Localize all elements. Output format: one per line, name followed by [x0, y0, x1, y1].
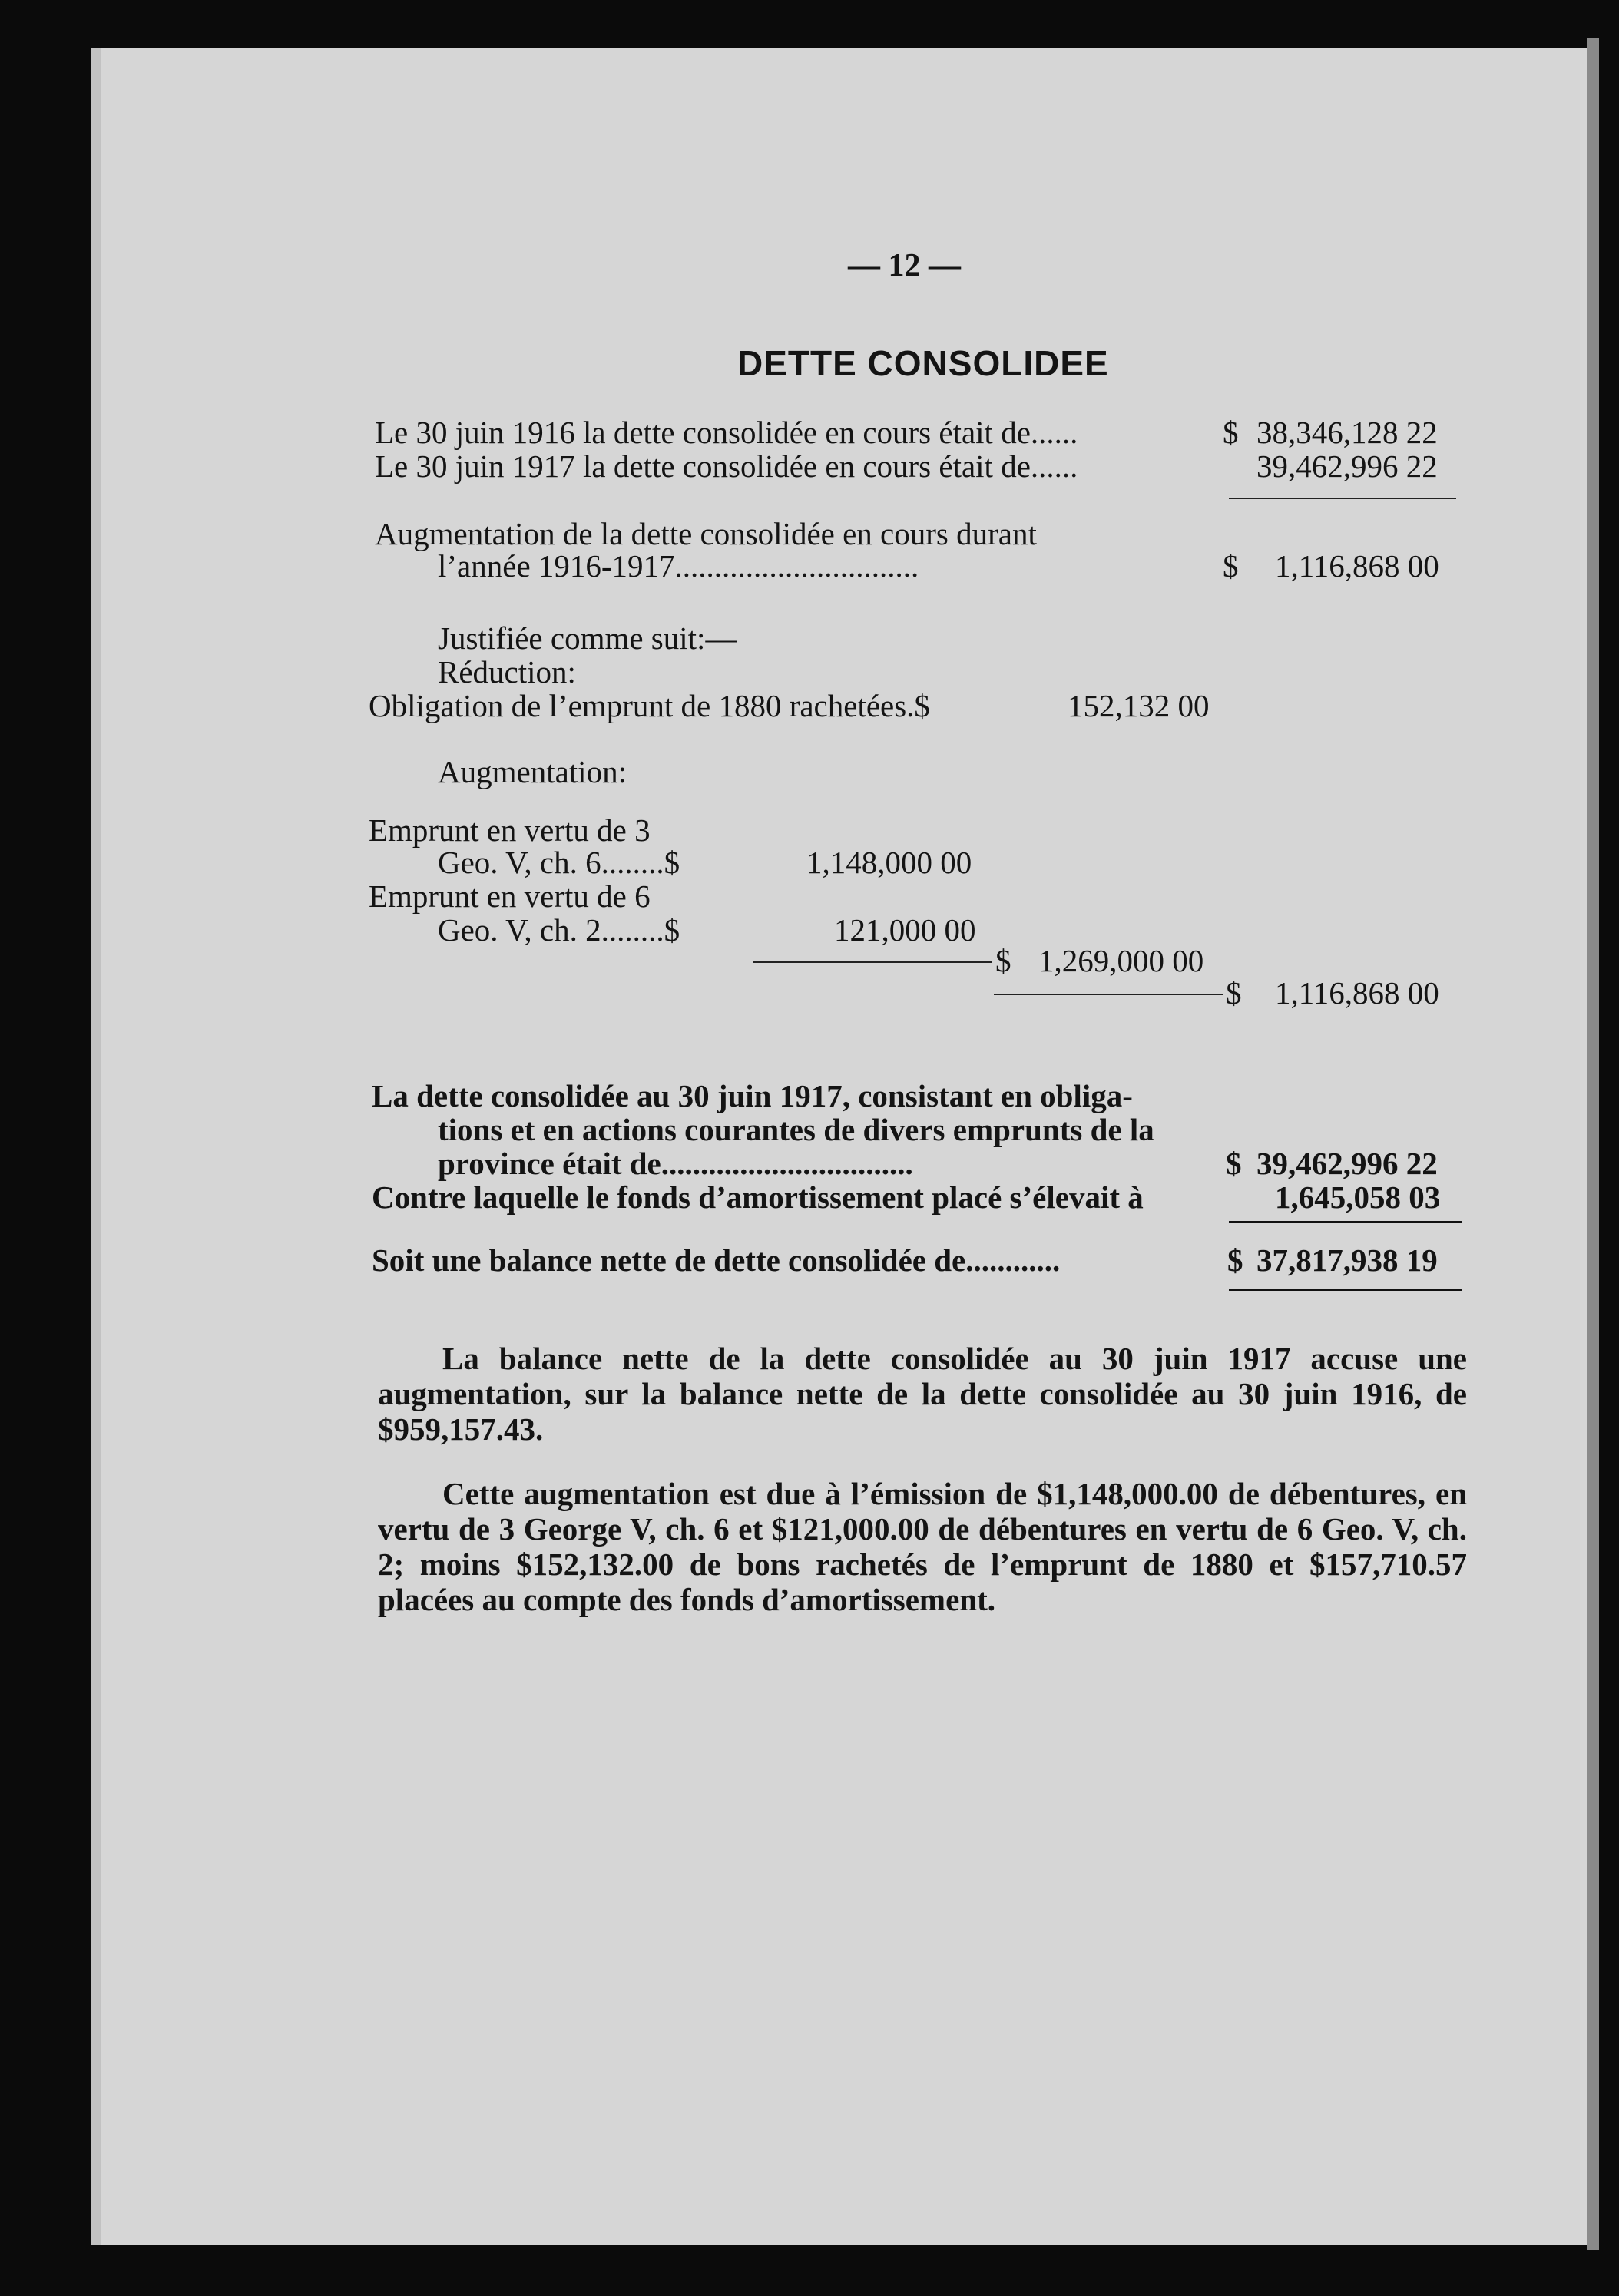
augmentation-intro-1: Augmentation de la dette consolidée en cours durant	[375, 516, 1037, 551]
contre-amount: 1,645,058 03	[1275, 1179, 1441, 1215]
line-1917-text: Le 30 juin 1917 la dette consolidée en cours était de......	[375, 448, 1078, 484]
obligation-text: Obligation de l’emprunt de 1880 rachetées.$	[369, 688, 930, 723]
rule-5	[1229, 1289, 1462, 1291]
augmentation-intro-2: l’année 1916-1917...............................	[438, 548, 919, 584]
rule-3	[994, 994, 1223, 995]
consistant-line-3: province était de................................	[438, 1146, 913, 1181]
subtotal-amount: 1,269,000 00	[1038, 943, 1204, 978]
line-1917-amount: 39,462,996 22	[1256, 448, 1438, 484]
consistant-line-2: tions et en actions courantes de divers emprunts de la	[438, 1112, 1154, 1147]
emprunt-1-line-2: Geo. V, ch. 6........$	[438, 845, 680, 880]
reduction-label: Réduction:	[438, 654, 576, 690]
emprunt-2-amount: 121,000 00	[834, 912, 976, 948]
line-1916-amount: 38,346,128 22	[1256, 415, 1438, 450]
net-increase-amount: 1,116,868 00	[1275, 975, 1439, 1011]
emprunt-2-line-2: Geo. V, ch. 2........$	[438, 912, 680, 948]
consistant-amount: 39,462,996 22	[1256, 1146, 1438, 1181]
subtotal-dollar: $	[995, 943, 1011, 978]
augmentation-label: Augmentation:	[438, 754, 627, 789]
soit-dollar: $	[1227, 1242, 1243, 1278]
augmentation-amount: 1,116,868 00	[1275, 548, 1439, 584]
rule-4	[1229, 1221, 1462, 1223]
rule-2	[753, 961, 992, 963]
emprunt-2-line-1: Emprunt en vertu de 6	[369, 878, 651, 914]
justifiee-label: Justifiée comme suit:—	[438, 620, 737, 656]
page-number: — 12 —	[848, 248, 961, 283]
line-1916-text: Le 30 juin 1916 la dette consolidée en cours était de......	[375, 415, 1078, 450]
paragraph-1: La balance nette de la dette consolidée au 30 juin 1917 accuse une augmentation, sur la balance nette de la dette consolidée au 30 juin 1916, de $959,157.43.	[378, 1341, 1467, 1447]
soit-amount: 37,817,938 19	[1256, 1242, 1438, 1278]
soit-text: Soit une balance nette de dette consolidée de............	[372, 1242, 1061, 1278]
page-edge	[1587, 38, 1599, 2250]
contre-text: Contre laquelle le fonds d’amortissement placé s’élevait à	[372, 1179, 1144, 1215]
paragraph-2: Cette augmentation est due à l’émission de $1,148,000.00 de débentures, en vertu de 3 George V, ch. 6 et $121,000.00 de débentures en vertu de 6 Geo. V, ch. 2; moins $152,132.00 de bons rachetés de l’emprunt de 1880 et $157,710.57 placées au compte des fonds d’amortissement.	[378, 1476, 1467, 1617]
page-title: DETTE CONSOLIDEE	[737, 343, 1109, 383]
net-increase-dollar: $	[1226, 975, 1242, 1011]
consistant-dollar: $	[1226, 1146, 1242, 1181]
line-1916-dollar: $	[1223, 415, 1239, 450]
consistant-line-1: La dette consolidée au 30 juin 1917, consistant en obliga-	[372, 1078, 1133, 1113]
emprunt-1-amount: 1,148,000 00	[806, 845, 972, 880]
augmentation-dollar: $	[1223, 548, 1239, 584]
rule-1	[1229, 498, 1456, 499]
emprunt-1-line-1: Emprunt en vertu de 3	[369, 812, 651, 848]
obligation-amount: 152,132 00	[1068, 688, 1210, 723]
